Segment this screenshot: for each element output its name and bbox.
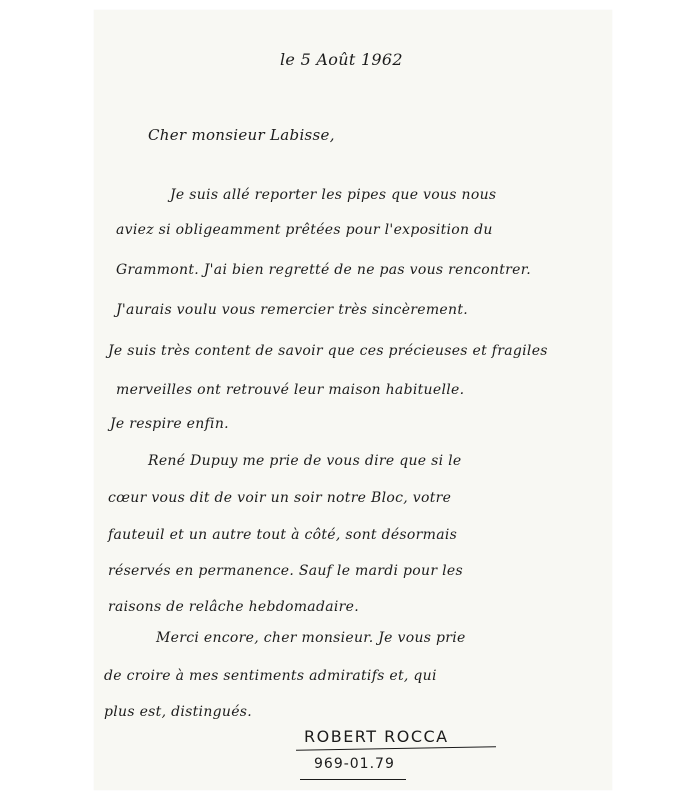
letter-line: cœur vous dit de voir un soir notre Bloc, votre bbox=[108, 490, 452, 506]
letter-line: Grammont. J'ai bien regretté de ne pas vous rencontrer. bbox=[116, 262, 531, 278]
letter-line: J'aurais voulu vous remercier très sincèrement. bbox=[116, 302, 469, 318]
letter-paper bbox=[94, 10, 612, 790]
letter-date: le 5 Août 1962 bbox=[280, 50, 403, 69]
letter-line: Je respire enfin. bbox=[110, 416, 229, 432]
letter-line: fauteuil et un autre tout à côté, sont désormais bbox=[108, 527, 458, 543]
letter-line: Merci encore, cher monsieur. Je vous prie bbox=[156, 630, 466, 646]
letter-line: René Dupuy me prie de vous dire que si le bbox=[148, 453, 462, 469]
signature: ROBERT ROCCA bbox=[304, 727, 449, 746]
letter-line: raisons de relâche hebdomadaire. bbox=[108, 599, 359, 615]
inventory-underline bbox=[300, 779, 406, 780]
inventory-number: 969-01.79 bbox=[314, 756, 395, 772]
letter-line: plus est, distingués. bbox=[104, 704, 253, 720]
signature-underline bbox=[296, 746, 496, 750]
letter-line: de croire à mes sentiments admiratifs et, qui bbox=[104, 668, 437, 684]
letter-line: réservés en permanence. Sauf le mardi pour les bbox=[108, 563, 463, 579]
letter-line: Je suis allé reporter les pipes que vous nous bbox=[170, 187, 497, 203]
letter-line: Je suis très content de savoir que ces précieuses et fragiles bbox=[108, 343, 548, 359]
letter-salutation: Cher monsieur Labisse, bbox=[148, 126, 335, 144]
letter-line: aviez si obligeamment prêtées pour l'exposition du bbox=[116, 222, 493, 238]
letter-line: merveilles ont retrouvé leur maison habituelle. bbox=[116, 382, 465, 398]
